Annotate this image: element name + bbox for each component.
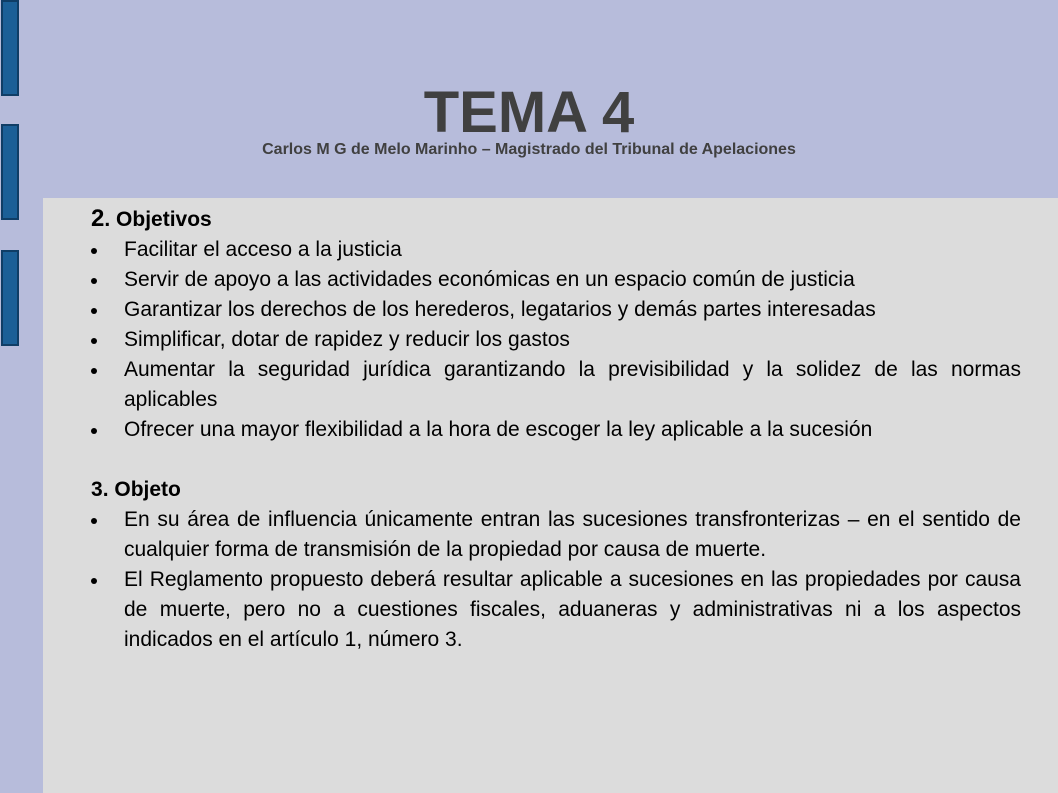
bullet-icon (91, 518, 97, 524)
section-heading-objeto (91, 475, 1021, 505)
list-item-text: Aumentar la seguridad jurídica garantizando la previsibilidad y la solidez de las normas aplicables (124, 358, 1021, 411)
bullet-icon (91, 368, 97, 374)
list-item (91, 565, 1021, 655)
bullet-icon (91, 428, 97, 434)
objeto-list (91, 505, 1021, 655)
list-item-text: Servir de apoyo a las actividades económicas en un espacio común de justicia (124, 268, 855, 291)
list-item-text: En su área de influencia únicamente entran las sucesiones transfronterizas – en el sentido de cualquier forma de transmisión de la propiedad por causa de muerte. (124, 508, 1021, 561)
bullet-icon (91, 248, 97, 254)
list-item-text: El Reglamento propuesto deberá resultar aplicable a sucesiones en las propiedades por causa de muerte, pero no a cuestiones fiscales, aduaneras y administrativas ni a los aspectos indicados en el artículo 1, número 3. (124, 568, 1021, 651)
section-spacer (91, 445, 1021, 475)
list-item (91, 415, 1021, 445)
slide-subtitle: Carlos M G de Melo Marinho – Magistrado del Tribunal de Apelaciones (262, 141, 796, 158)
list-item (91, 265, 1021, 295)
section-number: 2 (91, 205, 105, 232)
section-number: 3 (91, 478, 103, 501)
bullet-icon (91, 338, 97, 344)
title-area (0, 80, 1058, 160)
section-heading-objetivos (91, 204, 1021, 235)
section-title: . Objeto (102, 478, 181, 501)
section-title: . Objetivos (104, 208, 212, 231)
list-item-text: Ofrecer una mayor flexibilidad a la hora de escoger la ley aplicable a la sucesión (124, 418, 873, 441)
slide-title: TEMA 4 (423, 80, 635, 145)
list-item (91, 325, 1021, 355)
bullet-icon (91, 578, 97, 584)
content-panel (43, 198, 1058, 793)
list-item (91, 295, 1021, 325)
list-item (91, 235, 1021, 265)
list-item (91, 355, 1021, 415)
list-item-text: Garantizar los derechos de los herederos, legatarios y demás partes interesadas (124, 298, 876, 321)
decorative-bar-bottom (1, 250, 19, 346)
bullet-icon (91, 308, 97, 314)
bullet-icon (91, 278, 97, 284)
list-item-text: Simplificar, dotar de rapidez y reducir los gastos (124, 328, 570, 351)
list-item (91, 505, 1021, 565)
list-item-text: Facilitar el acceso a la justicia (124, 238, 402, 261)
objetivos-list (91, 235, 1021, 445)
